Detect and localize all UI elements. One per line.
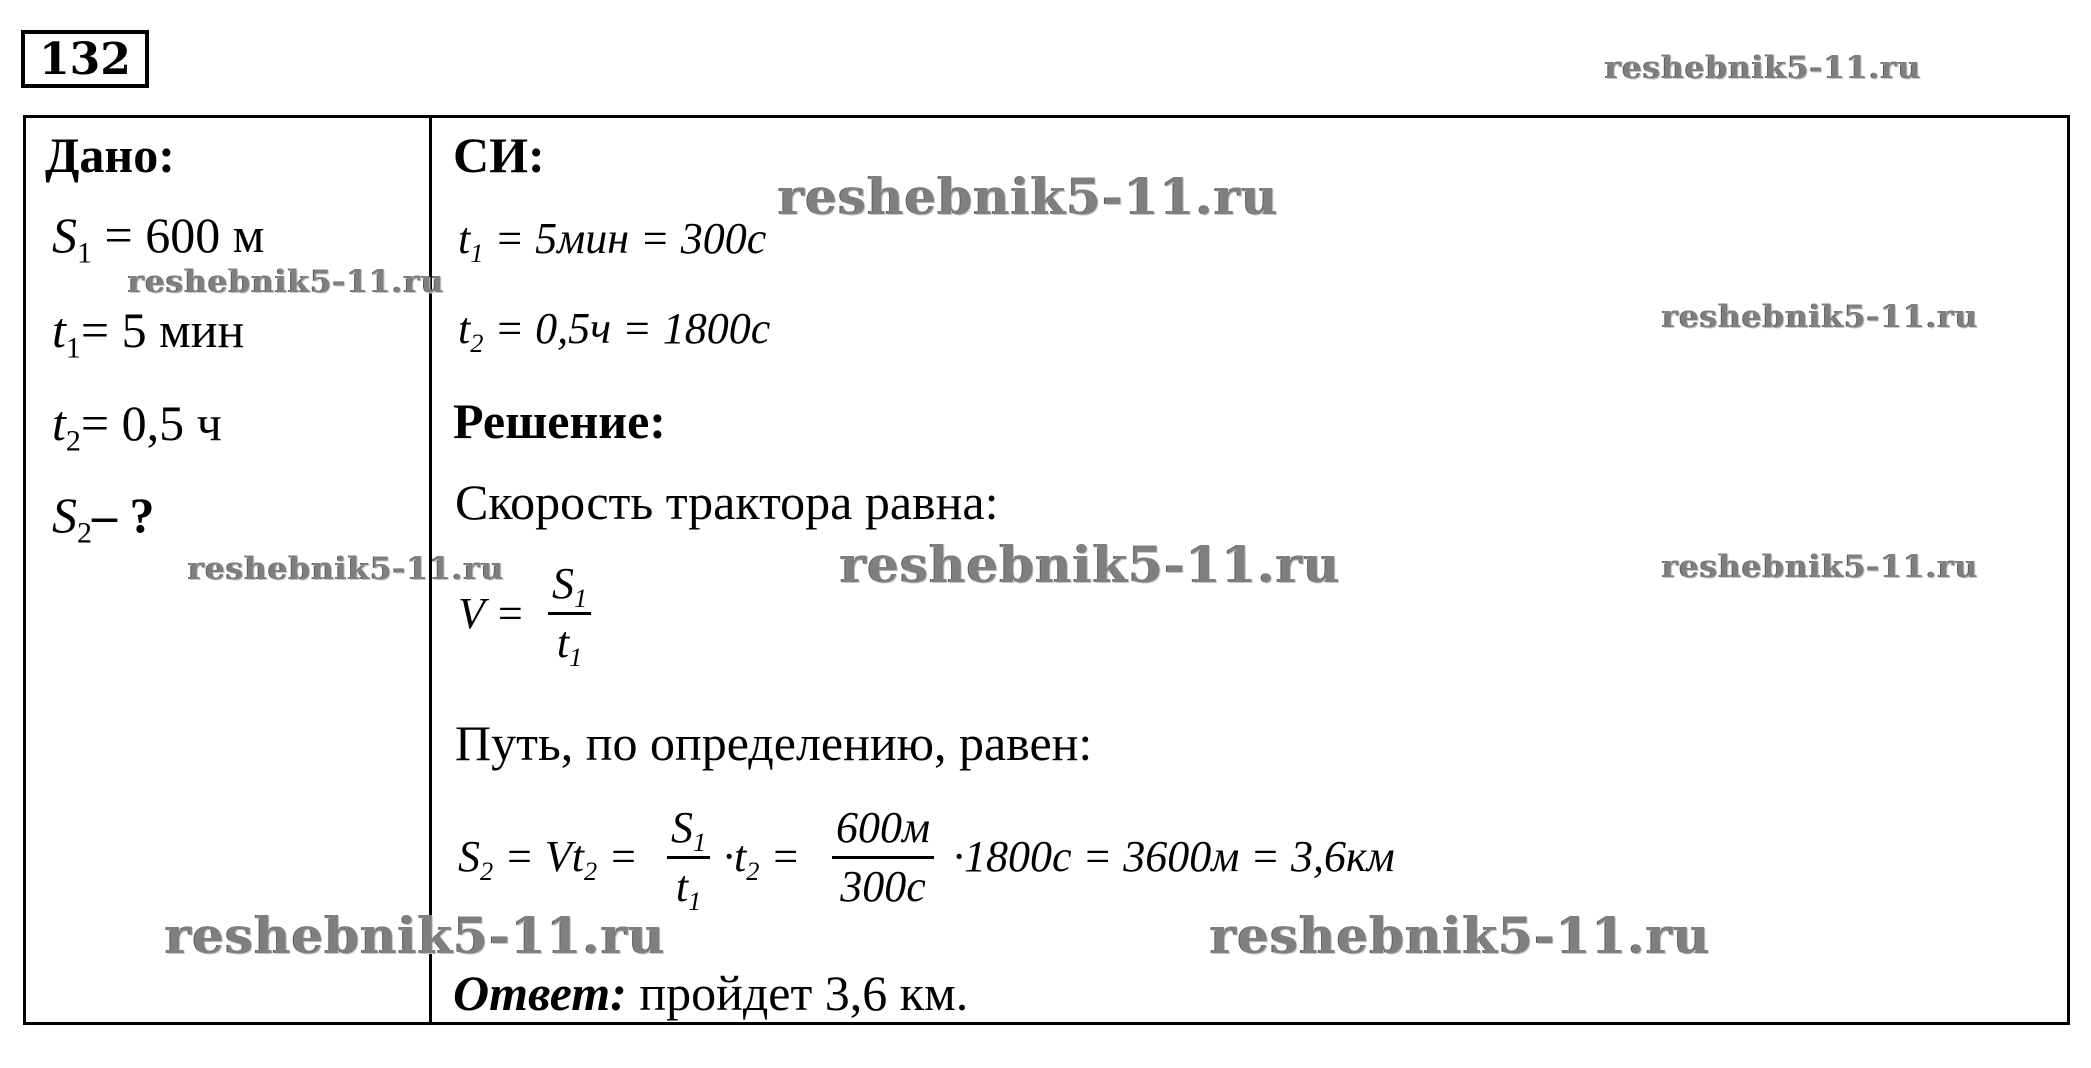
path-formula-end: ·1800с = 3600м = 3,6км	[953, 832, 1395, 881]
watermark: reshebnik5-11.ru	[128, 264, 445, 300]
speed-formula-lhs: V =	[458, 589, 525, 638]
si-heading: СИ:	[453, 127, 545, 183]
watermark: reshebnik5-11.ru	[1605, 50, 1922, 86]
speed-text: Скорость трактора равна:	[455, 474, 999, 530]
watermark: reshebnik5-11.ru	[1662, 299, 1979, 335]
path-formula-start: $S_2 = Vt_2$ =	[458, 832, 638, 887]
path-formula-middle: $\cdot t_2$ =	[723, 832, 801, 887]
given-heading: Дано:	[45, 127, 175, 183]
given-item: $S_1 = 600$ м	[52, 207, 265, 270]
solution-heading: Решение:	[453, 393, 666, 449]
watermark: reshebnik5-11.ru	[1662, 549, 1979, 585]
path-formula-fraction-1: $\frac{S_1}{t_1}$	[667, 806, 710, 909]
si-line: $t_2 = 0,5ч = 1800с$	[458, 304, 771, 359]
watermark: reshebnik5-11.ru	[1210, 906, 1711, 965]
given-item: $S_2-$ ?	[52, 487, 155, 550]
path-formula-fraction-2: 600м 300с	[832, 806, 934, 909]
si-line: $t_1 = 5мин = 300с$	[458, 214, 767, 269]
watermark: reshebnik5-11.ru	[188, 551, 505, 587]
watermark: reshebnik5-11.ru	[165, 906, 666, 965]
watermark: reshebnik5-11.ru	[778, 167, 1279, 226]
path-text: Путь, по определению, равен:	[455, 715, 1093, 771]
answer-line: Ответ: пройдет 3,6 км.	[453, 965, 969, 1021]
problem-number: 132	[21, 30, 149, 88]
watermark: reshebnik5-11.ru	[840, 535, 1341, 594]
given-item: $t_1= 5$ мин	[52, 302, 245, 365]
given-item: $t_2= 0,5$ ч	[52, 395, 222, 458]
speed-formula-fraction: $\frac{S_1}{t_1}$	[548, 562, 591, 665]
